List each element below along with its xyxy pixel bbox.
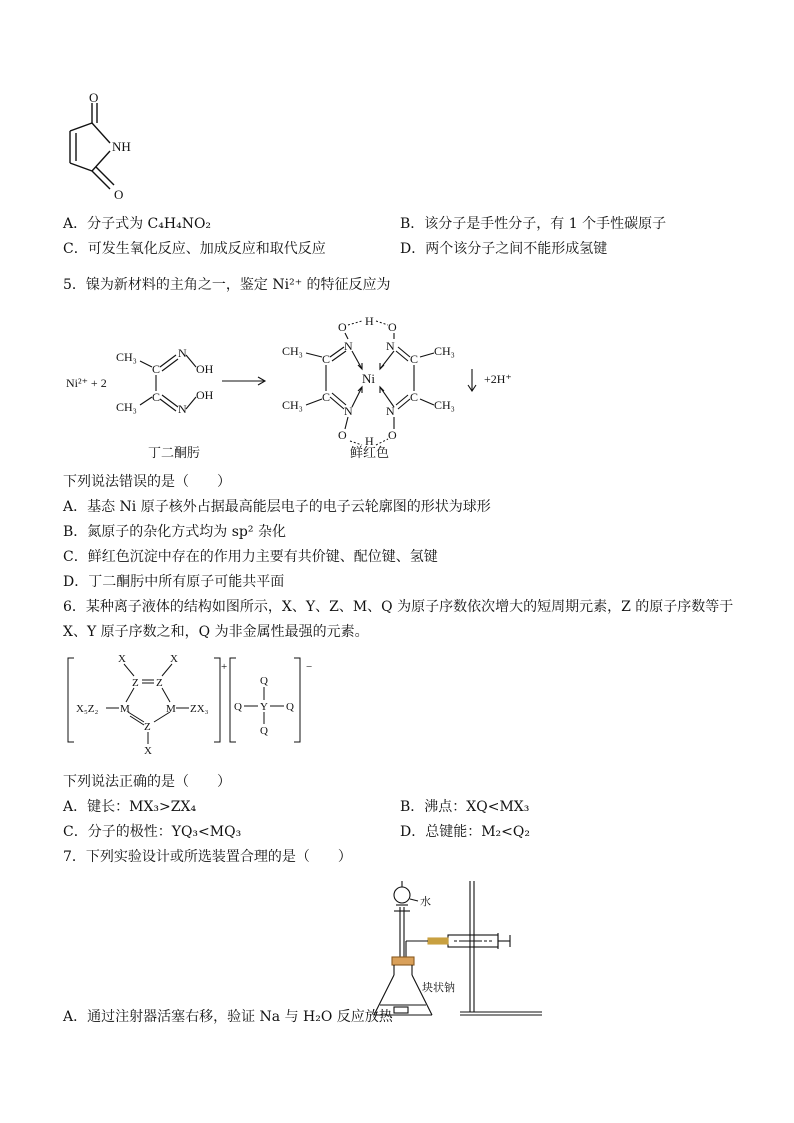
c-label: C bbox=[152, 390, 161, 404]
q-label: Q bbox=[260, 725, 268, 737]
n-label: N bbox=[178, 346, 187, 360]
q5-prompt: 下列说法错误的是（ ） bbox=[63, 474, 231, 490]
q6-option-a[interactable]: A．键长：MX₃>ZX₄ bbox=[63, 799, 197, 815]
ch3-label: CH₃ bbox=[116, 350, 137, 364]
nh-label: NH bbox=[112, 139, 131, 154]
q7-stem: 7．下列实验设计或所选装置合理的是（ ） bbox=[63, 849, 352, 865]
q5-stem: 5．镍为新材料的主角之一，鉴定 Ni²⁺ 的特征反应为 bbox=[63, 277, 391, 293]
z-label: Z bbox=[132, 677, 139, 689]
q6-option-d[interactable]: D．总键能：M₂<Q₂ bbox=[400, 824, 530, 840]
ni-label: Ni bbox=[362, 371, 375, 386]
x-label: X bbox=[118, 653, 126, 665]
q5-option-b[interactable]: B．氮原子的杂化方式均为 sp² 杂化 bbox=[63, 524, 286, 540]
q4-option-c[interactable]: C．可发生氧化反应、加成反应和取代反应 bbox=[63, 241, 326, 257]
m-label: M bbox=[166, 703, 176, 715]
q5-option-c[interactable]: C．鲜红色沉淀中存在的作用力主要有共价键、配位键、氢键 bbox=[63, 549, 438, 565]
x-label: X bbox=[170, 653, 178, 665]
q-label: Q bbox=[286, 701, 294, 713]
h-label: H bbox=[365, 314, 374, 328]
label-water: 水 bbox=[420, 896, 431, 908]
o-label: O bbox=[338, 428, 347, 442]
o-label: O bbox=[388, 428, 397, 442]
x-label: X bbox=[144, 745, 152, 757]
n-label: N bbox=[344, 404, 353, 418]
q5-option-d[interactable]: D．丁二酮肟中所有原子可能共平面 bbox=[63, 574, 285, 590]
right-group-label: ZX₃ bbox=[190, 703, 209, 715]
oxygen-bottom-label: O bbox=[114, 187, 124, 202]
ch3-label: CH₃ bbox=[434, 398, 455, 412]
q4-option-a[interactable]: A．分子式为 C₄H₄NO₂ bbox=[63, 216, 212, 232]
label-sodium: 块状钠 bbox=[422, 982, 455, 994]
sodium-water-apparatus bbox=[370, 875, 550, 1023]
byproduct-label: +2H⁺ bbox=[484, 372, 512, 386]
c-label: C bbox=[410, 390, 419, 404]
nickel-reaction-diagram bbox=[60, 305, 540, 465]
y-label: Y bbox=[260, 701, 268, 713]
z-label: Z bbox=[144, 721, 151, 733]
c-label: C bbox=[322, 352, 331, 366]
c-label: C bbox=[152, 362, 161, 376]
c-label: C bbox=[322, 390, 331, 404]
left-group-label: X₅Z₂ bbox=[76, 703, 99, 715]
n-label: N bbox=[386, 339, 395, 353]
product-name: 鲜红色 bbox=[350, 445, 390, 460]
ch3-label: CH₃ bbox=[116, 400, 137, 414]
ch3-label: CH₃ bbox=[282, 344, 303, 358]
oh-label: OH bbox=[196, 388, 214, 402]
charge-plus: + bbox=[221, 661, 228, 673]
z-label: Z bbox=[156, 677, 163, 689]
o-label: O bbox=[388, 320, 397, 334]
ch3-label: CH₃ bbox=[282, 398, 303, 412]
q6-prompt: 下列说法正确的是（ ） bbox=[63, 774, 231, 790]
ch3-label: CH₃ bbox=[434, 344, 455, 358]
q6-option-c[interactable]: C．分子的极性：YQ₃<MQ₃ bbox=[63, 824, 242, 840]
q5-option-a[interactable]: A．基态 Ni 原子核外占据最高能层电子的电子云轮廓图的形状为球形 bbox=[63, 499, 491, 515]
oxygen-top-label: O bbox=[89, 90, 99, 105]
q4-option-b[interactable]: B．该分子是手性分子，有 1 个手性碳原子 bbox=[400, 216, 667, 232]
n-label: N bbox=[386, 404, 395, 418]
q6-stem-line1: 6．某种离子液体的结构如图所示，X、Y、Z、M、Q 为原子序数依次增大的短周期元素，Z 的原子序数等于 bbox=[63, 599, 734, 615]
q-label: Q bbox=[234, 701, 242, 713]
q6-option-b[interactable]: B．沸点：XQ<MX₃ bbox=[400, 799, 530, 815]
m-label: M bbox=[120, 703, 130, 715]
q4-option-d[interactable]: D．两个该分子之间不能形成氢键 bbox=[400, 241, 608, 257]
q6-stem-line2: X、Y 原子序数之和，Q 为非金属性最强的元素。 bbox=[63, 624, 369, 640]
n-label: N bbox=[178, 402, 187, 416]
q-label: Q bbox=[260, 675, 268, 687]
ionic-liquid-structure bbox=[64, 650, 324, 760]
maleimide-structure bbox=[50, 85, 160, 210]
h-label: H bbox=[365, 434, 374, 448]
oh-label: OH bbox=[196, 362, 214, 376]
n-label: N bbox=[344, 339, 353, 353]
q7-option-a[interactable]: A．通过注射器活塞右移，验证 Na 与 H₂O 反应放热 bbox=[63, 1009, 393, 1025]
charge-minus: − bbox=[306, 661, 313, 673]
reactant-name: 丁二酮肟 bbox=[148, 445, 201, 460]
reactant-ion: Ni²⁺ + 2 bbox=[66, 376, 107, 390]
o-label: O bbox=[338, 320, 347, 334]
c-label: C bbox=[410, 352, 419, 366]
